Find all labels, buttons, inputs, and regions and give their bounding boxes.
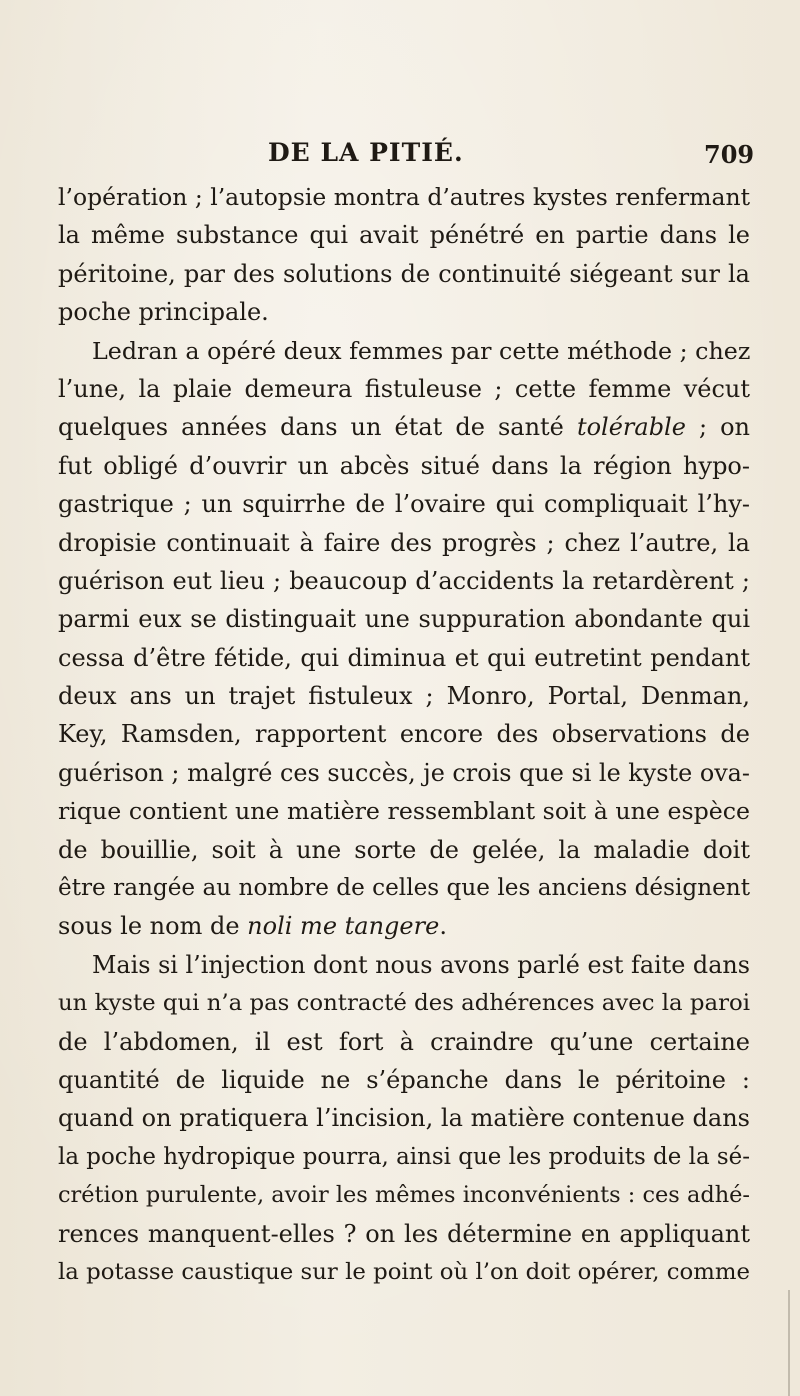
running-head bbox=[0, 134, 800, 174]
text-line: deux ans un trajet fistuleux ; Monro, Portal, Denman, bbox=[58, 682, 750, 711]
text-line: dropisie continuait à faire des progrès ; chez l’autre, la bbox=[58, 528, 750, 557]
body-text bbox=[58, 178, 750, 1291]
text-line: la même substance qui avait pénétré en partie dans le bbox=[58, 221, 750, 250]
text-line: la potasse caustique sur le point où l’on doit opérer, comme bbox=[58, 1258, 750, 1285]
text-segment: sous le nom de bbox=[58, 912, 248, 941]
text-line bbox=[58, 907, 750, 945]
text-line: Key, Ramsden, rapportent encore des observations de bbox=[58, 720, 750, 749]
text-line: guérison ; malgré ces succès, je crois que si le kyste ova- bbox=[58, 758, 750, 787]
text-line: rique contient une matière ressemblant soit à une espèce bbox=[58, 797, 750, 826]
text-line: de bouillie, soit à une sorte de gelée, la maladie doit bbox=[58, 835, 750, 864]
page-edge-shadow bbox=[788, 1290, 790, 1396]
text-line bbox=[58, 408, 750, 446]
text-line: quantité de liquide ne s’épanche dans le péritoine : bbox=[58, 1065, 750, 1094]
text-line: cessa d’être fétide, qui diminua et qui eutretint pendant bbox=[58, 643, 750, 672]
text-line: Ledran a opéré deux femmes par cette méthode ; chez bbox=[92, 336, 751, 365]
text-segment: . bbox=[439, 912, 447, 941]
text-line: quand on pratiquera l’incision, la matière contenue dans bbox=[58, 1104, 750, 1133]
running-title: DE LA PITIÉ. bbox=[268, 138, 464, 167]
text-line: la poche hydropique pourra, ainsi que les produits de la sé- bbox=[58, 1143, 750, 1170]
text-line: guérison eut lieu ; beaucoup d’accidents la retardèrent ; bbox=[58, 566, 750, 595]
text-segment: ; on bbox=[685, 413, 751, 442]
text-line: un kyste qui n’a pas contracté des adhérences avec la paroi bbox=[58, 990, 750, 1017]
text-line: de l’abdomen, il est fort à craindre qu’une certaine bbox=[58, 1027, 750, 1056]
italic-term: noli me tangere bbox=[247, 912, 440, 941]
page-number: 709 bbox=[704, 140, 755, 169]
text-line: être rangée au nombre de celles que les anciens désignent bbox=[58, 875, 750, 902]
text-line: parmi eux se distinguait une suppuration abondante qui bbox=[58, 605, 750, 634]
text-line: l’opération ; l’autopsie montra d’autres kystes renfermant bbox=[58, 183, 750, 211]
italic-term: tolérable bbox=[576, 413, 686, 442]
text-line: Mais si l’injection dont nous avons parlé est faite dans bbox=[92, 950, 750, 979]
text-line: rences manquent-elles ? on les détermine en appliquant bbox=[58, 1219, 750, 1248]
text-line: crétion purulente, avoir les mêmes inconvénients : ces adhé- bbox=[58, 1182, 750, 1209]
text-segment: quelques années dans un état de santé bbox=[58, 413, 577, 442]
text-line: poche principale. bbox=[58, 298, 269, 327]
text-line: l’une, la plaie demeura fistuleuse ; cette femme vécut bbox=[58, 374, 750, 403]
text-line: fut obligé d’ouvrir un abcès situé dans la région hypo- bbox=[58, 451, 750, 480]
text-line: péritoine, par des solutions de continuité siégeant sur la bbox=[58, 259, 750, 288]
text-line: gastrique ; un squirrhe de l’ovaire qui compliquait l’hy- bbox=[58, 490, 750, 519]
